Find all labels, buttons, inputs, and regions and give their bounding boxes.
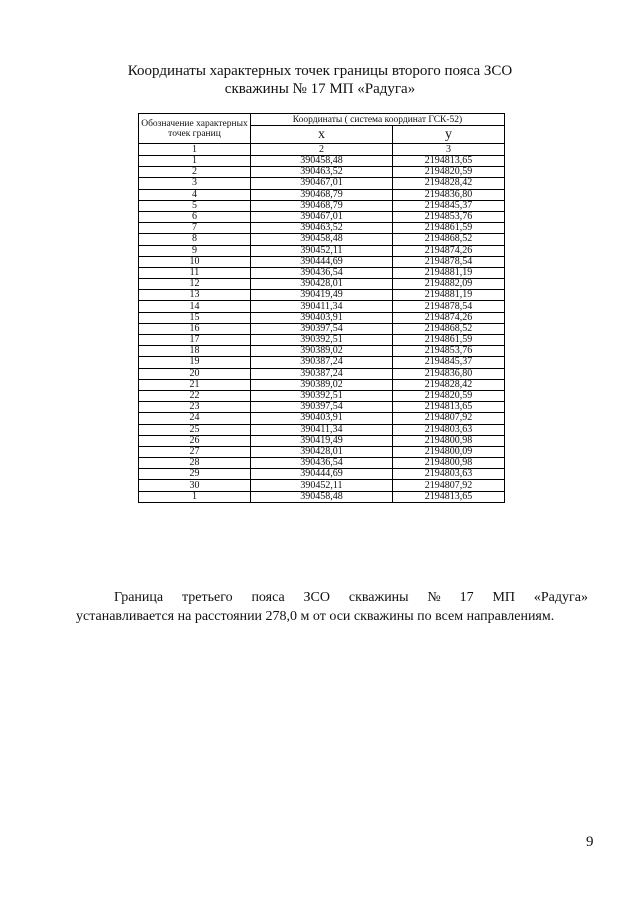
y-cell: 2194878,54	[393, 256, 505, 267]
y-cell: 2194861,59	[393, 223, 505, 234]
point-cell: 4	[139, 189, 251, 200]
point-cell: 3	[139, 178, 251, 189]
x-cell: 390411,34	[251, 301, 393, 312]
table-row	[139, 234, 505, 245]
x-cell: 390458,48	[251, 491, 393, 502]
point-cell: 29	[139, 469, 251, 480]
y-cell: 2194874,26	[393, 312, 505, 323]
table-row	[139, 346, 505, 357]
table-row	[139, 435, 505, 446]
y-cell: 2194807,92	[393, 480, 505, 491]
table-row	[139, 245, 505, 256]
x-cell: 390444,69	[251, 469, 393, 480]
table-row	[139, 290, 505, 301]
table-row	[139, 446, 505, 457]
table-row	[139, 413, 505, 424]
y-cell: 2194800,98	[393, 435, 505, 446]
x-cell: 390403,91	[251, 312, 393, 323]
point-cell: 13	[139, 290, 251, 301]
point-cell: 28	[139, 458, 251, 469]
point-cell: 25	[139, 424, 251, 435]
point-cell: 11	[139, 267, 251, 278]
paragraph-word: ЗСО	[303, 590, 331, 605]
table-row	[139, 390, 505, 401]
x-cell: 390387,24	[251, 368, 393, 379]
title-line-2: скважины № 17 МП «Радуга»	[224, 81, 416, 97]
y-cell: 2194813,65	[393, 156, 505, 167]
header-y: y	[393, 126, 505, 144]
x-cell: 390458,48	[251, 234, 393, 245]
table-row	[139, 335, 505, 346]
table-row	[139, 223, 505, 234]
y-cell: 2194881,19	[393, 290, 505, 301]
x-cell: 390467,01	[251, 211, 393, 222]
y-cell: 2194828,42	[393, 178, 505, 189]
point-cell: 27	[139, 446, 251, 457]
column-number-2: 2	[251, 144, 393, 156]
document-title	[0, 62, 640, 98]
x-cell: 390468,79	[251, 200, 393, 211]
y-cell: 2194878,54	[393, 301, 505, 312]
paragraph-word: скважины	[348, 590, 409, 605]
paragraph-word: №	[427, 590, 441, 605]
paragraph-word: «Радуга»	[533, 590, 588, 605]
x-cell: 390397,54	[251, 402, 393, 413]
point-cell: 24	[139, 413, 251, 424]
table-row	[139, 323, 505, 334]
table-row	[139, 357, 505, 368]
y-cell: 2194868,52	[393, 323, 505, 334]
x-cell: 390452,11	[251, 480, 393, 491]
y-cell: 2194845,37	[393, 200, 505, 211]
x-cell: 390389,02	[251, 379, 393, 390]
y-cell: 2194868,52	[393, 234, 505, 245]
y-cell: 2194803,63	[393, 469, 505, 480]
point-cell: 5	[139, 200, 251, 211]
y-cell: 2194813,65	[393, 402, 505, 413]
table-row	[139, 424, 505, 435]
point-cell: 19	[139, 357, 251, 368]
point-cell: 1	[139, 491, 251, 502]
x-cell: 390436,54	[251, 458, 393, 469]
table-row	[139, 189, 505, 200]
table-row	[139, 301, 505, 312]
y-cell: 2194820,59	[393, 167, 505, 178]
table-row	[139, 178, 505, 189]
table-row	[139, 379, 505, 390]
table-row	[139, 156, 505, 167]
paragraph-word: Граница	[114, 590, 164, 605]
header-x: x	[251, 126, 393, 144]
y-cell: 2194800,09	[393, 446, 505, 457]
table-row	[139, 469, 505, 480]
x-cell: 390389,02	[251, 346, 393, 357]
x-cell: 390468,79	[251, 189, 393, 200]
x-cell: 390452,11	[251, 245, 393, 256]
table-row	[139, 256, 505, 267]
point-cell: 14	[139, 301, 251, 312]
x-cell: 390467,01	[251, 178, 393, 189]
x-cell: 390419,49	[251, 290, 393, 301]
x-cell: 390428,01	[251, 446, 393, 457]
y-cell: 2194845,37	[393, 357, 505, 368]
table-row	[139, 279, 505, 290]
y-cell: 2194882,09	[393, 279, 505, 290]
table-row	[139, 200, 505, 211]
y-cell: 2194800,98	[393, 458, 505, 469]
point-cell: 23	[139, 402, 251, 413]
x-cell: 390403,91	[251, 413, 393, 424]
point-cell: 1	[139, 156, 251, 167]
paragraph-word: 17	[459, 590, 474, 605]
table-row	[139, 368, 505, 379]
x-cell: 390392,51	[251, 335, 393, 346]
point-cell: 15	[139, 312, 251, 323]
paragraph-line-2: устанавливается на расстоянии 278,0 м от оси скважины по всем направлениям.	[76, 609, 555, 624]
coordinates-table	[138, 113, 505, 503]
third-zone-paragraph	[76, 588, 588, 626]
y-cell: 2194807,92	[393, 413, 505, 424]
point-cell: 16	[139, 323, 251, 334]
x-cell: 390387,24	[251, 357, 393, 368]
x-cell: 390419,49	[251, 435, 393, 446]
x-cell: 390428,01	[251, 279, 393, 290]
point-cell: 8	[139, 234, 251, 245]
table-row	[139, 480, 505, 491]
column-number-1: 1	[139, 144, 251, 156]
point-cell: 7	[139, 223, 251, 234]
y-cell: 2194874,26	[393, 245, 505, 256]
point-cell: 17	[139, 335, 251, 346]
x-cell: 390463,52	[251, 167, 393, 178]
table-row	[139, 267, 505, 278]
point-cell: 2	[139, 167, 251, 178]
table-row	[139, 402, 505, 413]
y-cell: 2194803,63	[393, 424, 505, 435]
y-cell: 2194813,65	[393, 491, 505, 502]
y-cell: 2194853,76	[393, 346, 505, 357]
y-cell: 2194836,80	[393, 368, 505, 379]
table-body	[139, 156, 505, 503]
point-cell: 21	[139, 379, 251, 390]
point-cell: 12	[139, 279, 251, 290]
header-coordinates: Координаты ( система координат ГСК-52)	[251, 114, 505, 126]
table-row	[139, 167, 505, 178]
x-cell: 390458,48	[251, 156, 393, 167]
point-cell: 30	[139, 480, 251, 491]
column-number-3: 3	[393, 144, 505, 156]
page-number: 9	[586, 834, 594, 850]
x-cell: 390411,34	[251, 424, 393, 435]
y-cell: 2194861,59	[393, 335, 505, 346]
paragraph-word: МП	[492, 590, 516, 605]
point-cell: 10	[139, 256, 251, 267]
point-cell: 9	[139, 245, 251, 256]
y-cell: 2194881,19	[393, 267, 505, 278]
x-cell: 390397,54	[251, 323, 393, 334]
point-cell: 18	[139, 346, 251, 357]
y-cell: 2194820,59	[393, 390, 505, 401]
table-row	[139, 491, 505, 502]
x-cell: 390463,52	[251, 223, 393, 234]
point-cell: 6	[139, 211, 251, 222]
table-row	[139, 312, 505, 323]
y-cell: 2194853,76	[393, 211, 505, 222]
paragraph-word: пояса	[251, 590, 285, 605]
x-cell: 390436,54	[251, 267, 393, 278]
header-designation: Обозначение характерных точек границ	[139, 114, 251, 144]
x-cell: 390444,69	[251, 256, 393, 267]
title-line-1: Координаты характерных точек границы второго пояса ЗСО	[127, 63, 513, 79]
x-cell: 390392,51	[251, 390, 393, 401]
paragraph-line-1	[76, 588, 588, 607]
y-cell: 2194828,42	[393, 379, 505, 390]
point-cell: 20	[139, 368, 251, 379]
paragraph-word: третьего	[181, 590, 233, 605]
point-cell: 22	[139, 390, 251, 401]
point-cell: 26	[139, 435, 251, 446]
table-row	[139, 211, 505, 222]
y-cell: 2194836,80	[393, 189, 505, 200]
table-row	[139, 458, 505, 469]
